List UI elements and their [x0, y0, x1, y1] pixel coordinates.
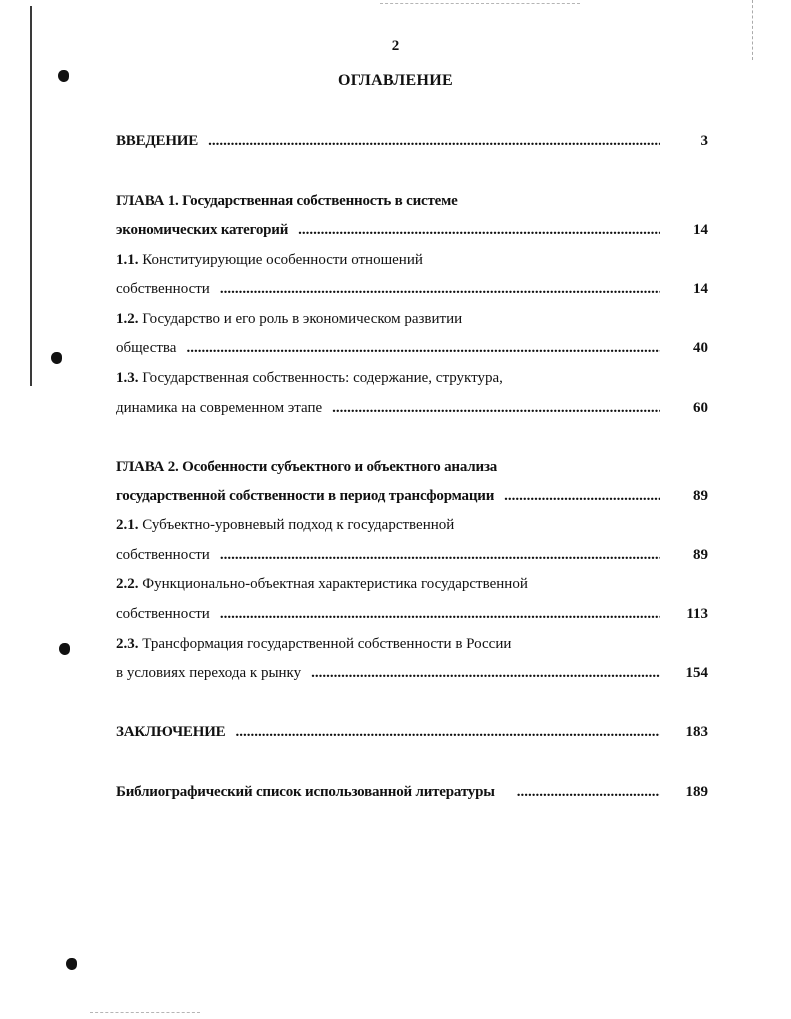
toc-entry-text: ВВЕДЕНИЕ	[116, 133, 199, 149]
leader-dots	[220, 545, 660, 565]
toc-page-number: 14	[693, 222, 708, 238]
page-number: 2	[391, 38, 400, 54]
section-title: Конституирующие особенности отношений	[142, 252, 423, 268]
leader-dots	[517, 782, 660, 802]
binder-hole-mark	[59, 643, 70, 655]
section-1-3-title-line-1	[116, 368, 708, 388]
toc-page-number: 60	[693, 400, 708, 416]
toc-page-number: 154	[685, 665, 708, 681]
binder-hole-mark	[51, 352, 62, 364]
leader-dots	[220, 279, 660, 299]
section-1-1-title-line-1	[116, 250, 708, 270]
toc-entry-section-1-1[interactable]	[116, 279, 708, 299]
leader-dots	[311, 663, 660, 683]
section-1-2-title-line-1	[116, 309, 708, 329]
leader-dots	[235, 722, 660, 742]
section-title: Государство и его роль в экономическом развитии	[142, 311, 463, 327]
leader-dots	[298, 220, 660, 240]
toc-page-number: 3	[700, 133, 708, 149]
leader-dots	[504, 486, 660, 506]
toc-entry-section-2-3[interactable]	[116, 663, 708, 683]
section-number: 2.2.	[116, 576, 139, 592]
section-number: 2.3.	[116, 636, 139, 652]
toc-page-number: 40	[693, 340, 708, 356]
toc-page-number: 183	[685, 724, 708, 740]
section-title: Трансформация государственной собственности в России	[142, 636, 512, 652]
section-number: 1.3.	[116, 370, 139, 386]
section-title: Функционально-объектная характеристика государственной	[142, 576, 528, 592]
page-title: ОГЛАВЛЕНИЕ	[338, 72, 453, 89]
section-2-3-title-line-1	[116, 634, 708, 654]
toc-entry-chapter-2[interactable]	[116, 486, 708, 506]
leader-dots	[186, 338, 660, 358]
toc-page-number: 89	[693, 488, 708, 504]
section-2-2-title-line-1	[116, 574, 708, 594]
toc-page-number: 89	[693, 547, 708, 563]
scan-top-edge	[380, 3, 580, 4]
section-number: 2.1.	[116, 517, 139, 533]
leader-dots	[332, 398, 660, 418]
toc-entry-text: экономических категорий	[116, 222, 289, 238]
toc-entry-section-2-2[interactable]	[116, 604, 708, 624]
chapter-1-title-line-1: ГЛАВА 1. Государственная собственность в системе	[116, 193, 458, 209]
toc-entry-text: собственности	[116, 547, 210, 563]
toc-entry-section-1-3[interactable]	[116, 398, 708, 418]
toc-entry-text: ЗАКЛЮЧЕНИЕ	[116, 724, 226, 740]
toc-entry-conclusion[interactable]	[116, 722, 708, 742]
toc-entry-text: в условиях перехода к рынку	[116, 665, 302, 681]
toc-entry-text: общества	[116, 340, 177, 356]
toc-entry-text: динамика на современном этапе	[116, 400, 323, 416]
scan-left-edge	[30, 6, 32, 386]
toc-entry-text: государственной собственности в период трансформации	[116, 488, 495, 504]
toc-page-number: 113	[686, 606, 708, 622]
binder-hole-mark	[66, 958, 77, 970]
toc-entry-text: собственности	[116, 606, 210, 622]
section-title: Государственная собственность: содержание, структура,	[142, 370, 503, 386]
section-number: 1.1.	[116, 252, 139, 268]
toc-entry-text: собственности	[116, 281, 210, 297]
section-number: 1.2.	[116, 311, 139, 327]
leader-dots	[220, 604, 660, 624]
toc-entry-section-2-1[interactable]	[116, 545, 708, 565]
toc-entry-text: Библиографический список использованной литературы	[116, 784, 495, 800]
toc-page-number: 189	[685, 784, 708, 800]
leader-dots	[208, 131, 660, 151]
chapter-2-title-line-1: ГЛАВА 2. Особенности субъектного и объектного анализа	[116, 459, 498, 475]
toc-page-number: 14	[693, 281, 708, 297]
toc-entry-bibliography[interactable]	[116, 782, 708, 802]
toc-entry-introduction[interactable]	[116, 131, 708, 151]
toc-entry-section-1-2[interactable]	[116, 338, 708, 358]
section-2-1-title-line-1	[116, 515, 708, 535]
scan-bottom-edge	[90, 1012, 200, 1013]
section-title: Субъектно-уровневый подход к государственной	[142, 517, 455, 533]
toc-entry-chapter-1[interactable]	[116, 220, 708, 240]
